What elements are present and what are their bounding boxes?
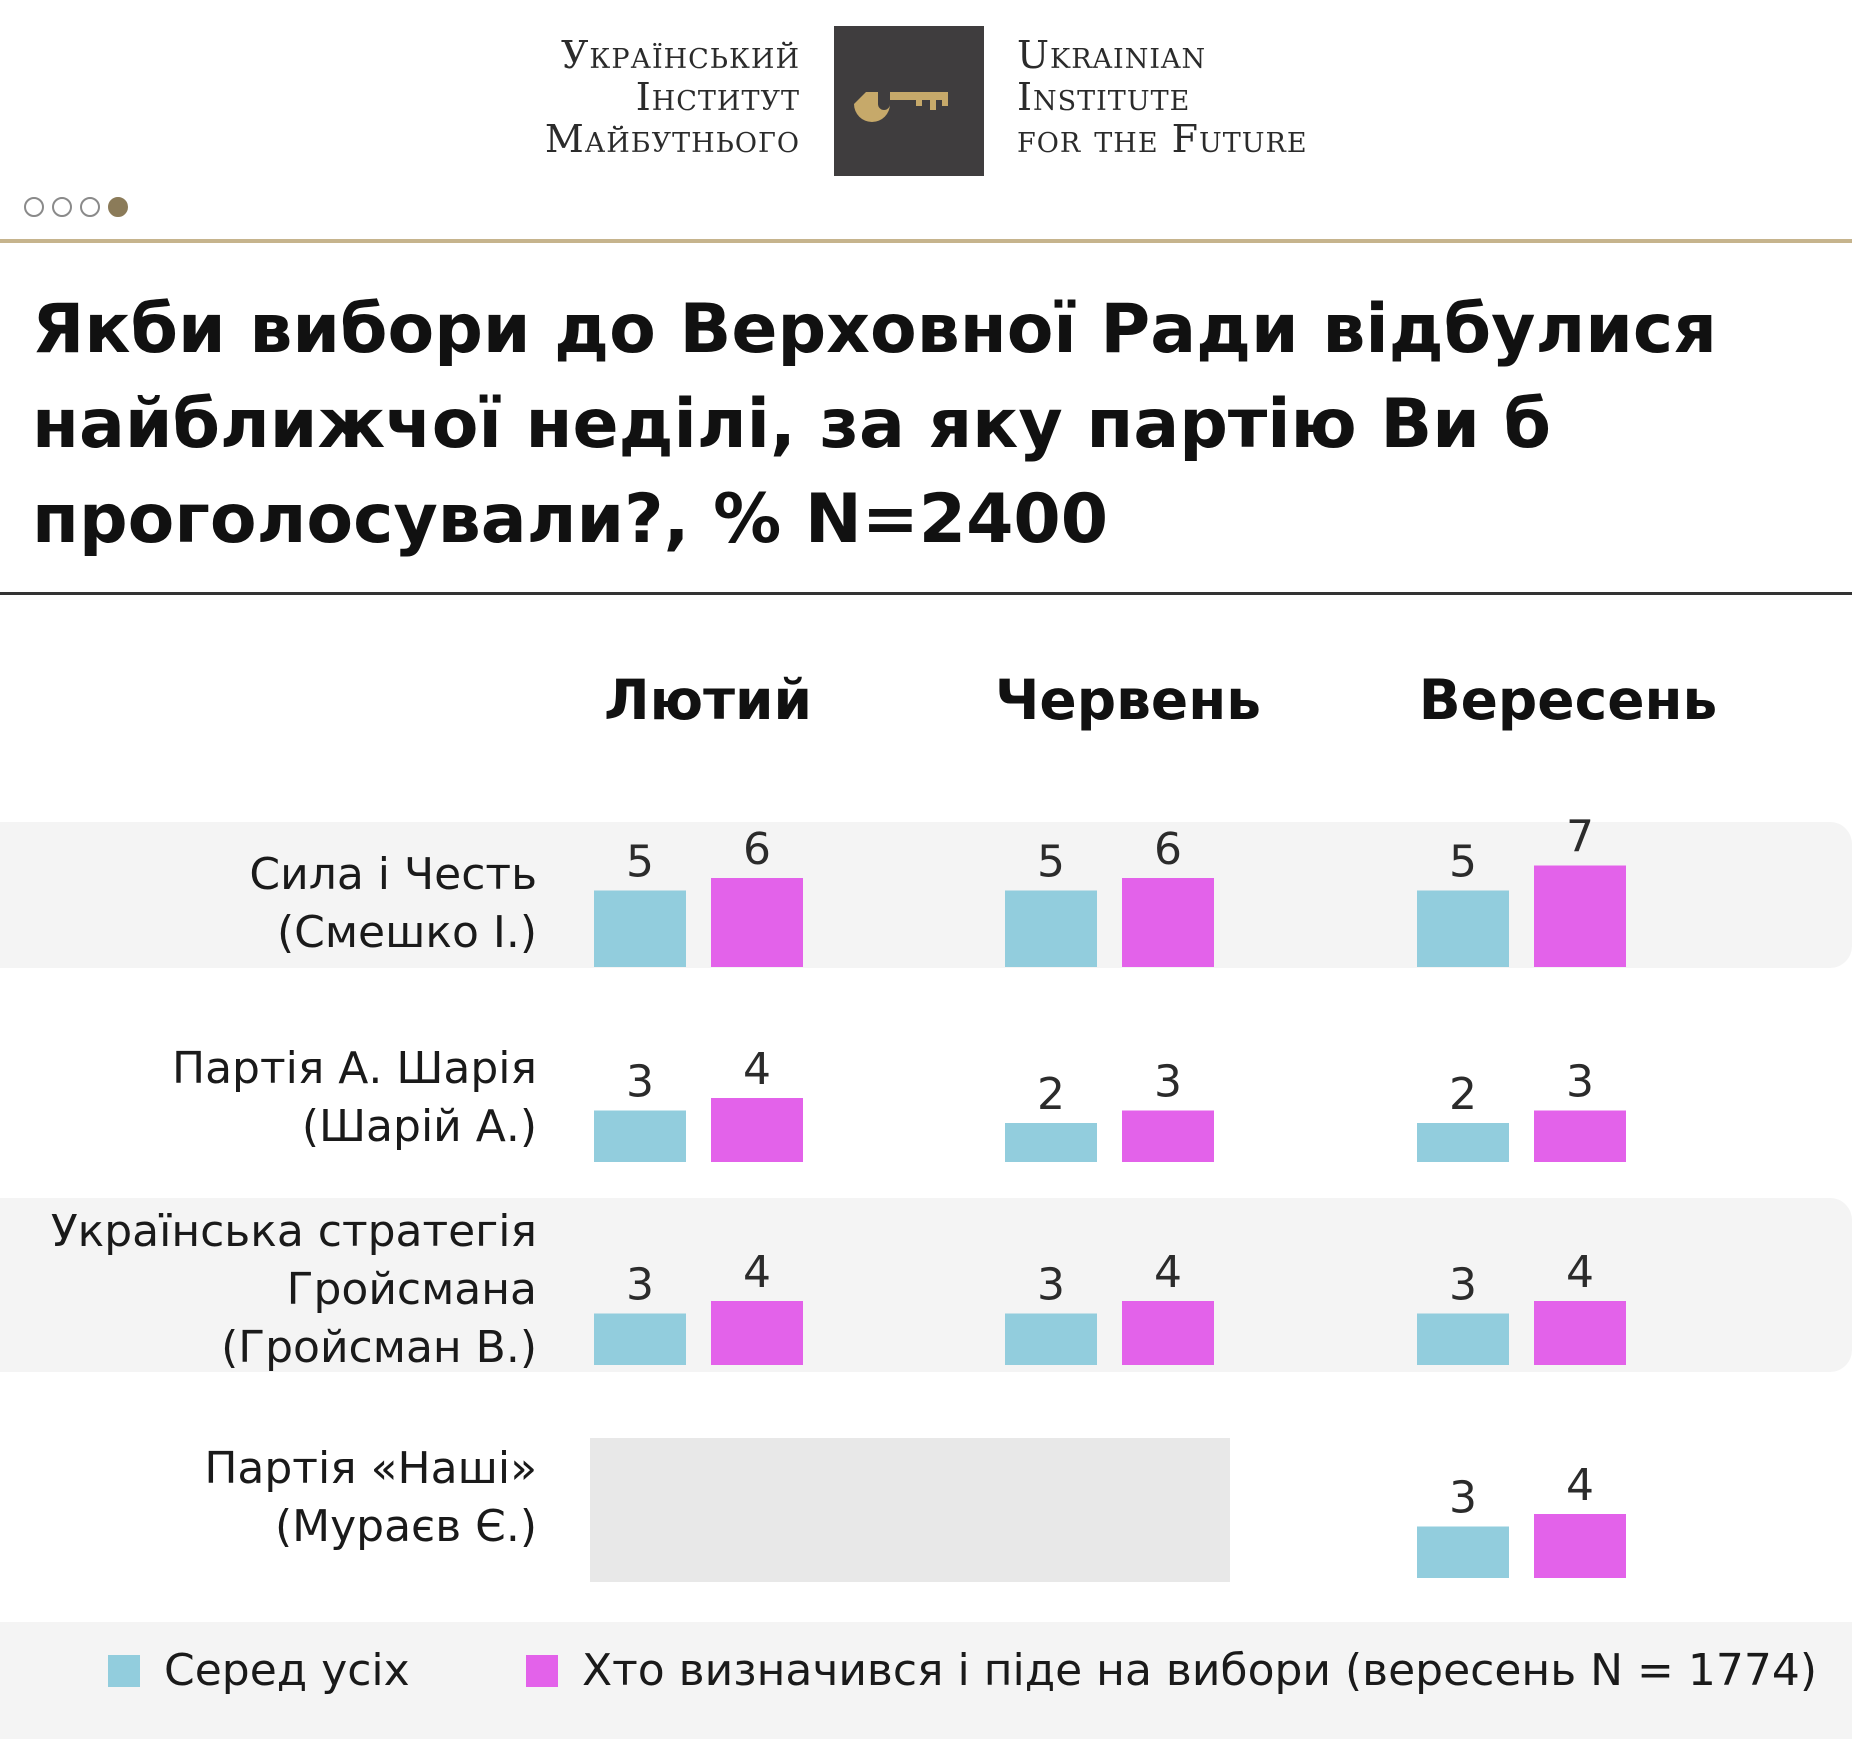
row-label-line: (Гройсман В.) (221, 1322, 537, 1373)
bar-s2-r4-p3 (1534, 1514, 1626, 1578)
bar-value-label: 3 (1154, 1056, 1182, 1108)
bar-value-label: 3 (626, 1259, 654, 1311)
row-label-line: (Мураєв Є.) (274, 1501, 537, 1552)
row-label-line: Партія А. Шарія (172, 1043, 537, 1094)
bar-value-label: 3 (1037, 1259, 1065, 1311)
bar-value-label: 3 (1449, 1472, 1477, 1524)
legend-label-decided: Хто визначився і піде на вибори (вересень N = 1774) (582, 1645, 1818, 1696)
bar-s2-r1-p2 (1122, 878, 1214, 967)
row-label-line: Сила і Честь (249, 849, 537, 900)
logo-ua-line-3: Майбутнього (544, 117, 800, 161)
bar-s1-r1-p1 (594, 891, 686, 968)
bar-s1-r1-p3 (1417, 891, 1509, 968)
bar-value-label: 5 (1449, 836, 1477, 888)
legend-swatch-decided (526, 1655, 558, 1687)
bar-s1-r2-p3 (1417, 1123, 1509, 1162)
bar-s1-r1-p2 (1005, 891, 1097, 968)
bar-value-label: 2 (1037, 1069, 1065, 1120)
row-label-line: Партія «Наші» (204, 1443, 537, 1494)
bar-value-label: 4 (743, 1044, 771, 1095)
bar-s2-r1-p1 (711, 878, 803, 967)
row-label-line: Українська стратегія (50, 1206, 537, 1257)
bar-value-label: 4 (1566, 1247, 1594, 1298)
bar-value-label: 3 (1566, 1056, 1594, 1108)
legend-label-all: Серед усіх (164, 1645, 410, 1696)
logo-en-line-2: Institute (1017, 75, 1191, 119)
bar-value-label: 4 (743, 1247, 771, 1298)
legend-swatch-all (108, 1655, 140, 1687)
row-label-line: (Шарій А.) (301, 1101, 537, 1152)
legend-item-decided (526, 1645, 1817, 1696)
bar-s2-r3-p1 (711, 1301, 803, 1365)
bar-s2-r3-p3 (1534, 1301, 1626, 1365)
period-header-sep: Вересень (1418, 668, 1718, 732)
bar-s1-r3-p2 (1005, 1314, 1097, 1366)
row-label-line: Гройсмана (286, 1264, 537, 1315)
bar-value-label: 4 (1154, 1247, 1182, 1298)
bar-s1-r4-p3 (1417, 1527, 1509, 1579)
logo-ua-line-1: Український (560, 33, 800, 77)
period-header-feb: Лютий (603, 668, 813, 732)
bar-value-label: 6 (743, 824, 771, 875)
bar-value-label: 4 (1566, 1460, 1594, 1511)
chart-title: Якби вибори до Верховної Ради відбулися найближчої неділі, за яку партію Ви б проголосували?, % N=2400 (32, 290, 1717, 559)
legend-item-all (108, 1645, 410, 1696)
bar-s1-r2-p1 (594, 1111, 686, 1163)
bar-s2-r2-p2 (1122, 1111, 1214, 1163)
bar-value-label: 6 (1154, 824, 1182, 875)
bar-s2-r2-p3 (1534, 1111, 1626, 1163)
bar-s1-r3-p1 (594, 1314, 686, 1366)
bar-value-label: 5 (1037, 836, 1065, 888)
logo-en-line-3: for the Future (1017, 117, 1308, 161)
logo-en-line-1: Ukrainian (1017, 33, 1207, 77)
bar-value-label: 7 (1566, 811, 1594, 863)
bar-s1-r2-p2 (1005, 1123, 1097, 1162)
bar-s2-r2-p1 (711, 1098, 803, 1162)
bar-s2-r1-p3 (1534, 866, 1626, 968)
bar-value-label: 2 (1449, 1069, 1477, 1120)
bar-value-label: 3 (1449, 1259, 1477, 1311)
bar-value-label: 3 (626, 1056, 654, 1108)
bar-s2-r3-p2 (1122, 1301, 1214, 1365)
bar-s1-r3-p3 (1417, 1314, 1509, 1366)
logo-ua-line-2: Інститут (635, 75, 800, 119)
period-header-jun: Червень (994, 668, 1261, 732)
row-label-line: (Смешко І.) (276, 907, 537, 958)
bar-value-label: 5 (626, 836, 654, 888)
